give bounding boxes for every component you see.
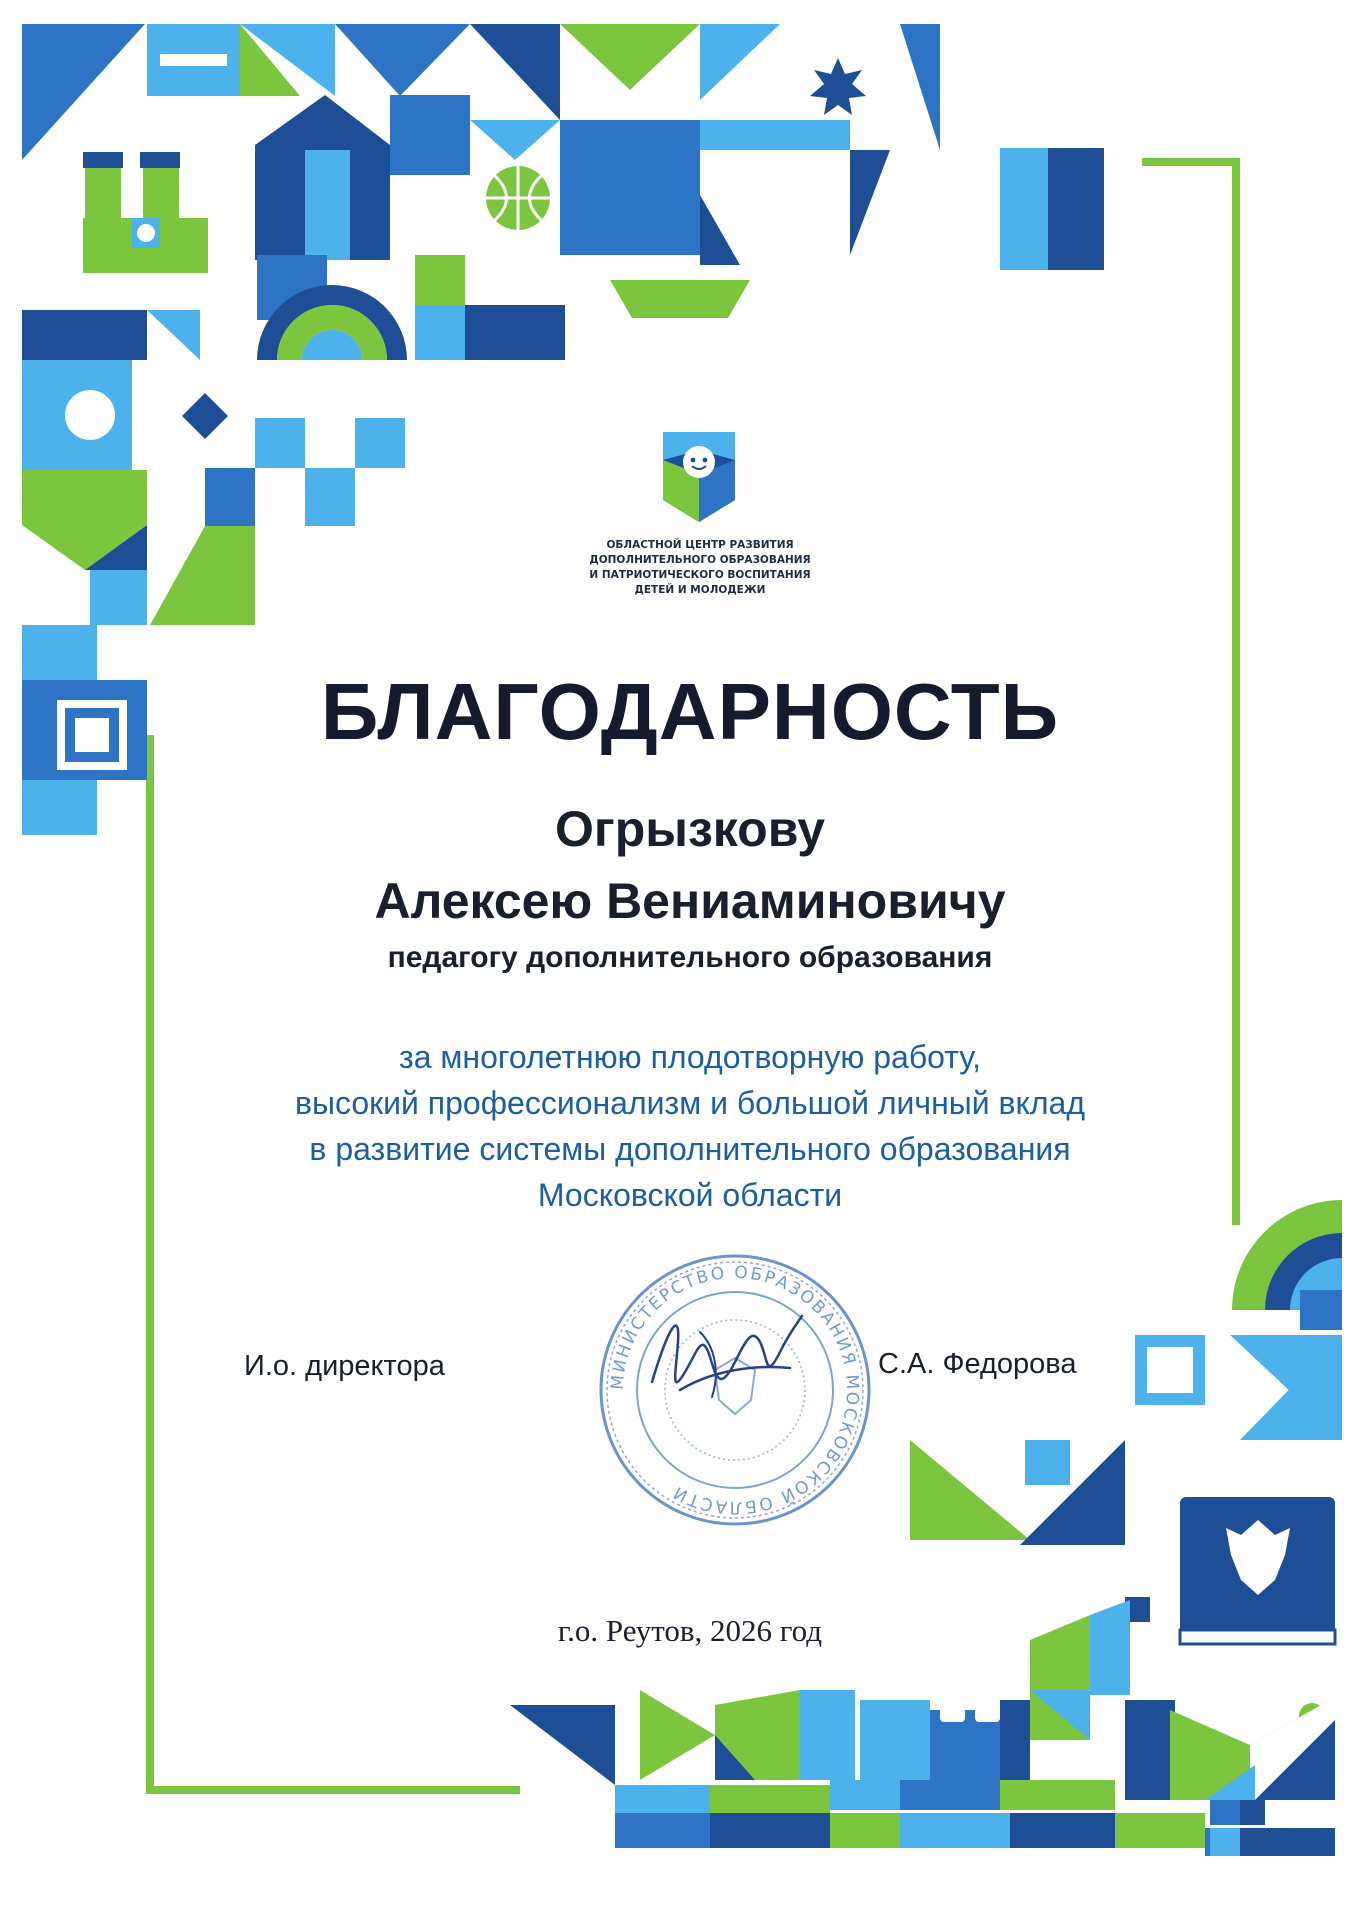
reason-line: Московской области <box>537 1177 843 1213</box>
reason-line: в развитие системы дополнительного образования <box>309 1131 1071 1167</box>
organization-line: ДОПОЛНИТЕЛЬНОГО ОБРАЗОВАНИЯ <box>589 554 811 566</box>
recipient-position: педагогу дополнительного образования <box>387 941 993 974</box>
signatory-name: С.А. Федорова <box>878 1348 1077 1380</box>
reason-line: высокий профессионализм и большой личный вклад <box>294 1085 1085 1121</box>
organization-line: ОБЛАСТНОЙ ЦЕНТР РАЗВИТИЯ <box>606 539 794 551</box>
organization-line: ДЕТЕЙ И МОЛОДЕЖИ <box>634 584 766 596</box>
diamond-shape <box>182 393 228 439</box>
organization-name <box>560 538 840 598</box>
recipient-name: Алексею Вениаминовичу <box>374 873 1006 929</box>
reason-line: за многолетнюю плодотворную работу, <box>399 1039 981 1075</box>
organization-line: И ПАТРИОТИЧЕСКОГО ВОСПИТАНИЯ <box>589 569 811 581</box>
recipient-surname: Огрызкову <box>554 801 826 857</box>
sailboat-icon <box>700 195 740 265</box>
seal-text: МИНИСТЕРСТВО ОБРАЗОВАНИЯ МОСКОВСКОЙ ОБЛАСТИ <box>607 1262 863 1518</box>
green-border <box>150 162 1236 1790</box>
document-title: БЛАГОДАРНОСТЬ <box>320 667 1060 756</box>
signatory-title: И.о. директора <box>244 1350 445 1382</box>
place-and-date: г.о. Реутов, 2026 год <box>557 1613 823 1648</box>
handwritten-signature <box>640 1302 810 1422</box>
reason-text <box>200 1034 1180 1218</box>
organization-logo-icon <box>663 432 735 522</box>
